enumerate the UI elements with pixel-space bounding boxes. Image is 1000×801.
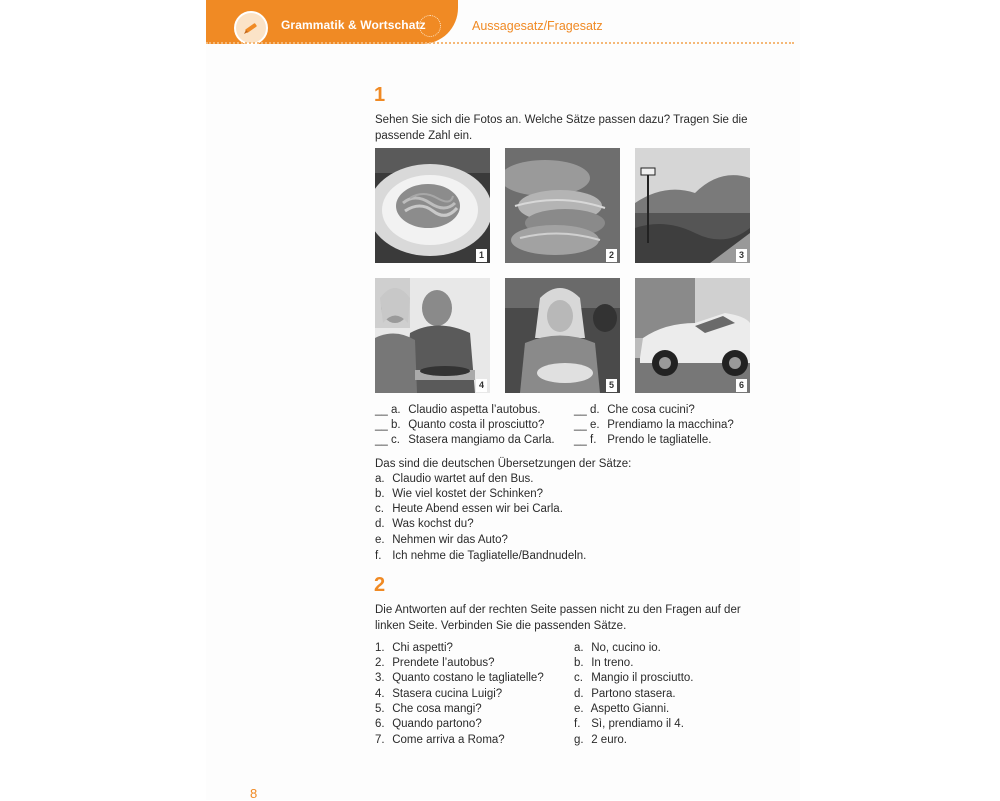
question-key: 7. bbox=[375, 734, 385, 746]
translation-key: e. bbox=[375, 534, 385, 546]
question-key: 3. bbox=[375, 672, 385, 684]
answer-item[interactable] bbox=[574, 687, 676, 703]
translation-item bbox=[375, 487, 543, 503]
sentence-c[interactable] bbox=[375, 433, 555, 449]
answer-text: Aspetto Gianni. bbox=[590, 703, 670, 715]
translation-key: a. bbox=[375, 473, 385, 485]
sentence-a[interactable] bbox=[375, 403, 541, 419]
question-text: Stasera cucina Luigi? bbox=[392, 688, 503, 700]
answer-blank[interactable]: __ bbox=[375, 404, 388, 416]
answer-text: Mangio il prosciutto. bbox=[591, 672, 694, 684]
sentence-d[interactable] bbox=[574, 403, 695, 419]
photo-label: 1 bbox=[476, 249, 487, 262]
photo-label: 3 bbox=[736, 249, 747, 262]
answer-item[interactable] bbox=[574, 717, 684, 733]
translation-item bbox=[375, 549, 586, 565]
answer-item[interactable] bbox=[574, 733, 627, 749]
answer-text: Sì, prendiamo il 4. bbox=[591, 718, 684, 730]
answer-item[interactable] bbox=[574, 641, 661, 657]
sentence-key: a. bbox=[391, 404, 401, 416]
answer-item[interactable] bbox=[574, 671, 693, 687]
answer-text: Partono stasera. bbox=[591, 688, 676, 700]
answer-blank[interactable]: __ bbox=[574, 419, 587, 431]
sentence-text: Che cosa cucini? bbox=[607, 404, 695, 416]
sentence-key: c. bbox=[391, 434, 400, 446]
translation-text: Wie viel kostet der Schinken? bbox=[392, 488, 544, 500]
sentence-text: Prendiamo la macchina? bbox=[607, 419, 734, 431]
sentence-b[interactable] bbox=[375, 418, 544, 434]
translation-key: c. bbox=[375, 503, 384, 515]
photo-prosciutto bbox=[505, 148, 620, 263]
question-key: 1. bbox=[375, 642, 385, 654]
question-item[interactable] bbox=[375, 671, 544, 687]
answer-key: f. bbox=[574, 718, 581, 730]
translation-text: Claudio wartet auf den Bus. bbox=[392, 473, 534, 485]
question-item[interactable] bbox=[375, 656, 495, 672]
translation-key: d. bbox=[375, 518, 385, 530]
question-text: Quando partono? bbox=[392, 718, 482, 730]
exercise-number-2: 2 bbox=[374, 574, 386, 596]
question-item[interactable] bbox=[375, 733, 505, 749]
sentence-text: Quanto costa il prosciutto? bbox=[408, 419, 545, 431]
question-item[interactable] bbox=[375, 641, 453, 657]
answer-blank[interactable]: __ bbox=[574, 404, 587, 416]
answer-key: a. bbox=[574, 642, 584, 654]
answer-item[interactable] bbox=[574, 702, 669, 718]
question-item[interactable] bbox=[375, 717, 482, 733]
translation-key: b. bbox=[375, 488, 385, 500]
answer-item[interactable] bbox=[574, 656, 633, 672]
answer-text: 2 euro. bbox=[591, 734, 628, 746]
sentence-key: b. bbox=[391, 419, 401, 431]
sentence-key: f. bbox=[590, 434, 597, 446]
answer-key: e. bbox=[574, 703, 584, 715]
answer-blank[interactable]: __ bbox=[574, 434, 587, 446]
section-title: Grammatik & Wortschatz bbox=[281, 18, 426, 32]
photo-bus-stop-landscape bbox=[635, 148, 750, 263]
photo-pasta-plate bbox=[375, 148, 490, 263]
exercise-1-instruction: Sehen Sie sich die Fotos an. Welche Sätze passen dazu? Tragen Sie die passende Zahl ein. bbox=[375, 114, 748, 142]
question-key: 4. bbox=[375, 688, 385, 700]
question-text: Come arriva a Roma? bbox=[392, 734, 505, 746]
question-item[interactable] bbox=[375, 702, 482, 718]
question-key: 5. bbox=[375, 703, 385, 715]
decorative-dotted-circle bbox=[419, 15, 441, 37]
photo-label: 4 bbox=[476, 379, 487, 392]
answer-text: No, cucino io. bbox=[591, 642, 661, 654]
translation-item bbox=[375, 502, 563, 518]
photo-label: 5 bbox=[606, 379, 617, 392]
translation-item bbox=[375, 517, 474, 533]
header-dotted-divider bbox=[206, 42, 794, 44]
question-text: Quanto costano le tagliatelle? bbox=[392, 672, 544, 684]
answer-key: b. bbox=[574, 657, 584, 669]
sentence-text: Claudio aspetta l’autobus. bbox=[408, 404, 541, 416]
answer-blank[interactable]: __ bbox=[375, 434, 388, 446]
question-text: Chi aspetti? bbox=[392, 642, 453, 654]
pencil-icon bbox=[234, 11, 268, 45]
translation-text: Heute Abend essen wir bei Carla. bbox=[392, 503, 563, 515]
exercise-number-1: 1 bbox=[374, 84, 386, 106]
sentence-f[interactable] bbox=[574, 433, 711, 449]
question-item[interactable] bbox=[375, 687, 502, 703]
question-key: 2. bbox=[375, 657, 385, 669]
translation-item bbox=[375, 472, 533, 488]
answer-key: d. bbox=[574, 688, 584, 700]
answer-key: c. bbox=[574, 672, 583, 684]
photo-label: 6 bbox=[736, 379, 747, 392]
photo-couple-cooking bbox=[375, 278, 490, 393]
answer-key: g. bbox=[574, 734, 584, 746]
page-number: 8 bbox=[250, 786, 258, 801]
answer-text: In treno. bbox=[591, 657, 634, 669]
translation-key: f. bbox=[375, 550, 382, 562]
translation-text: Ich nehme die Tagliatelle/Bandnudeln. bbox=[392, 550, 587, 562]
sentence-key: d. bbox=[590, 404, 600, 416]
sentence-text: Stasera mangiamo da Carla. bbox=[408, 434, 555, 446]
photo-woman-restaurant bbox=[505, 278, 620, 393]
topic-subtitle: Aussagesatz/Fragesatz bbox=[472, 19, 603, 33]
translation-text: Was kochst du? bbox=[392, 518, 474, 530]
translation-text: Nehmen wir das Auto? bbox=[392, 534, 508, 546]
question-text: Che cosa mangi? bbox=[392, 703, 482, 715]
question-text: Prendete l’autobus? bbox=[392, 657, 495, 669]
sentence-e[interactable] bbox=[574, 418, 734, 434]
sentence-key: e. bbox=[590, 419, 600, 431]
translation-item bbox=[375, 533, 508, 549]
question-key: 6. bbox=[375, 718, 385, 730]
translation-heading: Das sind die deutschen Übersetzungen der Sätze: bbox=[375, 458, 632, 470]
sentence-text: Prendo le tagliatelle. bbox=[607, 434, 712, 446]
photo-car bbox=[635, 278, 750, 393]
answer-blank[interactable]: __ bbox=[375, 419, 388, 431]
exercise-2-instruction: Die Antworten auf der rechten Seite passen nicht zu den Fragen auf der linken Seite. Verbinden Sie die passenden Sätze. bbox=[375, 604, 741, 632]
photo-label: 2 bbox=[606, 249, 617, 262]
